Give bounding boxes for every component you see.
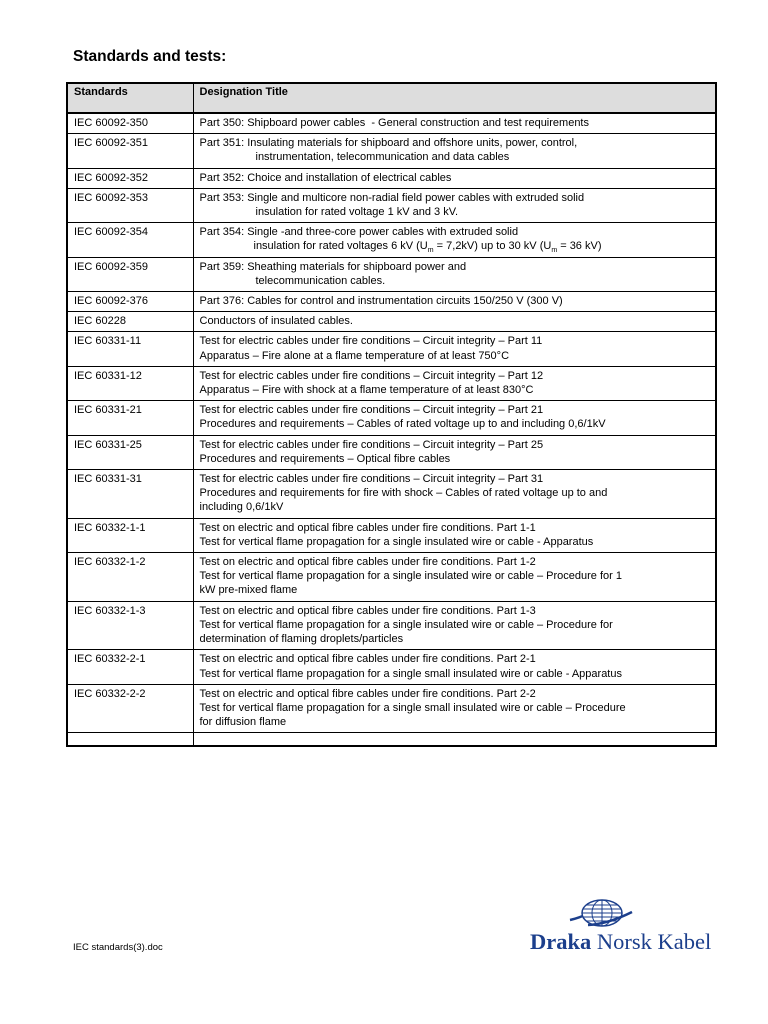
empty-row [67, 733, 716, 747]
designation-title [193, 366, 716, 400]
designation-line: Test for electric cables under fire conditions – Circuit integrity – Part 21 [199, 404, 544, 417]
designation-line: Part 352: Choice and installation of electrical cables [199, 171, 452, 184]
standard-code: IEC 60092-376 [67, 292, 193, 312]
designation-line: determination of flaming droplets/particles [199, 633, 404, 646]
designation-line: Part 376: Cables for control and instrumentation circuits 150/250 V (300 V) [199, 295, 563, 308]
designation-line: Test for vertical flame propagation for a single small insulated wire or cable – Procedure [199, 701, 626, 714]
table-row [67, 257, 716, 291]
globe-logo-icon [568, 898, 634, 928]
standard-code: IEC 60092-350 [67, 113, 193, 134]
designation-title [193, 601, 716, 650]
designation-title [193, 518, 716, 552]
standard-code: IEC 60331-21 [67, 401, 193, 435]
designation-title [193, 134, 716, 168]
table-row [67, 650, 716, 684]
standard-code: IEC 60331-11 [67, 332, 193, 366]
standard-code: IEC 60092-351 [67, 134, 193, 168]
designation-line: Test for electric cables under fire conditions – Circuit integrity – Part 12 [199, 369, 544, 382]
header-standards: Standards [67, 83, 193, 113]
table-row [67, 518, 716, 552]
designation-line: telecommunication cables. [255, 274, 386, 287]
standard-code: IEC 60331-31 [67, 470, 193, 519]
table-row [67, 168, 716, 188]
table-row [67, 188, 716, 222]
designation-line: Test on electric and optical fibre cables under fire conditions. Part 1-2 [199, 556, 536, 569]
header-row [67, 83, 716, 113]
designation-line: Test for vertical flame propagation for a single small insulated wire or cable - Apparatus [199, 667, 622, 680]
designation-line: kW pre-mixed flame [199, 584, 298, 597]
standard-code: IEC 60092-354 [67, 223, 193, 257]
header-designation-title: Designation Title [193, 83, 716, 113]
footer-filename: IEC standards(3).doc [73, 942, 163, 953]
designation-title [193, 312, 716, 332]
designation-line: Apparatus – Fire alone at a flame temperature of at least 750°C [199, 349, 510, 362]
designation-line: Procedures and requirements – Cables of rated voltage up to and including 0,6/1kV [199, 418, 606, 431]
designation-line: for diffusion flame [199, 716, 287, 729]
designation-line: Test on electric and optical fibre cables under fire conditions. Part 2-2 [199, 687, 536, 700]
standard-code: IEC 60332-1-2 [67, 553, 193, 602]
table-header [67, 83, 716, 113]
designation-text-part: = 36 kV) [557, 240, 602, 253]
designation-title [193, 435, 716, 469]
standard-code: IEC 60331-12 [67, 366, 193, 400]
table-row [67, 292, 716, 312]
table-row [67, 312, 716, 332]
table-row [67, 223, 716, 257]
designation-line: Conductors of insulated cables. [199, 315, 353, 328]
standard-code: IEC 60331-25 [67, 435, 193, 469]
designation-title [193, 332, 716, 366]
designation-line: Part 353: Single and multicore non-radial field power cables with extruded solid [199, 191, 585, 204]
subscript-m: m [551, 247, 558, 255]
logo-text-norsk-kabel: Norsk Kabel [591, 929, 712, 954]
designation-title [193, 470, 716, 519]
designation-line: Test for vertical flame propagation for a single insulated wire or cable – Procedure for [199, 618, 613, 631]
designation-text-part: = 7,2kV) up to 30 kV (U [433, 240, 552, 253]
empty-cell [67, 733, 193, 747]
designation-line: Part 359: Sheathing materials for shipboard power and [199, 260, 467, 273]
designation-line: Test for vertical flame propagation for a single insulated wire or cable – Procedure for 1 [199, 570, 622, 583]
designation-line: Test for vertical flame propagation for a single insulated wire or cable - Apparatus [199, 535, 594, 548]
standard-code: IEC 60332-2-2 [67, 684, 193, 733]
logo-text-draka: Draka [530, 929, 592, 954]
designation-line: Procedures and requirements – Optical fibre cables [199, 452, 451, 465]
logo-wordmark [530, 929, 711, 955]
designation-line: Procedures and requirements for fire with shock – Cables of rated voltage up to and [199, 487, 608, 500]
designation-title [193, 401, 716, 435]
table-row [67, 601, 716, 650]
designation-title [193, 113, 716, 134]
designation-line: Test on electric and optical fibre cables under fire conditions. Part 1-1 [199, 521, 536, 534]
table-row [67, 134, 716, 168]
designation-line: Part 354: Single -and three-core power cables with extruded solid [199, 226, 519, 239]
page-heading: Standards and tests: [73, 48, 227, 65]
table-row [67, 332, 716, 366]
standard-code: IEC 60332-1-3 [67, 601, 193, 650]
standard-code: IEC 60092-352 [67, 168, 193, 188]
subscript-m: m [427, 247, 434, 255]
designation-line: Part 351: Insulating materials for shipboard and offshore units, power, control, [199, 137, 578, 150]
designation-line: Test for electric cables under fire conditions – Circuit integrity – Part 25 [199, 438, 544, 451]
standard-code: IEC 60092-359 [67, 257, 193, 291]
table-row [67, 435, 716, 469]
designation-line: Apparatus – Fire with shock at a flame temperature of at least 830°C [199, 384, 534, 397]
table-row [67, 684, 716, 733]
table-body [67, 113, 716, 746]
table-row [67, 366, 716, 400]
designation-title [193, 223, 716, 257]
designation-line: Test for electric cables under fire conditions – Circuit integrity – Part 11 [199, 335, 543, 348]
designation-line [200, 239, 710, 253]
company-logo [530, 896, 740, 958]
standard-code: IEC 60228 [67, 312, 193, 332]
designation-title [193, 684, 716, 733]
designation-line: Test on electric and optical fibre cables under fire conditions. Part 1-3 [199, 604, 536, 617]
designation-title [193, 168, 716, 188]
standard-code: IEC 60332-2-1 [67, 650, 193, 684]
standard-code: IEC 60332-1-1 [67, 518, 193, 552]
designation-text-part: insulation for rated voltages 6 kV (U [253, 240, 428, 253]
designation-line: insulation for rated voltage 1 kV and 3 kV. [255, 206, 459, 219]
table-row [67, 113, 716, 134]
standard-code: IEC 60092-353 [67, 188, 193, 222]
designation-line: Test for electric cables under fire conditions – Circuit integrity – Part 31 [199, 473, 544, 486]
table-row [67, 470, 716, 519]
designation-line: Part 350: Shipboard power cables - General construction and test requirements [199, 117, 589, 129]
designation-line: Test on electric and optical fibre cables under fire conditions. Part 2-1 [199, 653, 536, 666]
table-row [67, 401, 716, 435]
designation-line: instrumentation, telecommunication and data cables [255, 151, 510, 164]
table-row [67, 553, 716, 602]
standards-table [66, 82, 717, 747]
designation-title [193, 650, 716, 684]
designation-title [193, 188, 716, 222]
designation-title [193, 292, 716, 312]
designation-line: including 0,6/1kV [199, 501, 284, 514]
designation-title [193, 257, 716, 291]
empty-cell [193, 733, 716, 747]
designation-title [193, 553, 716, 602]
